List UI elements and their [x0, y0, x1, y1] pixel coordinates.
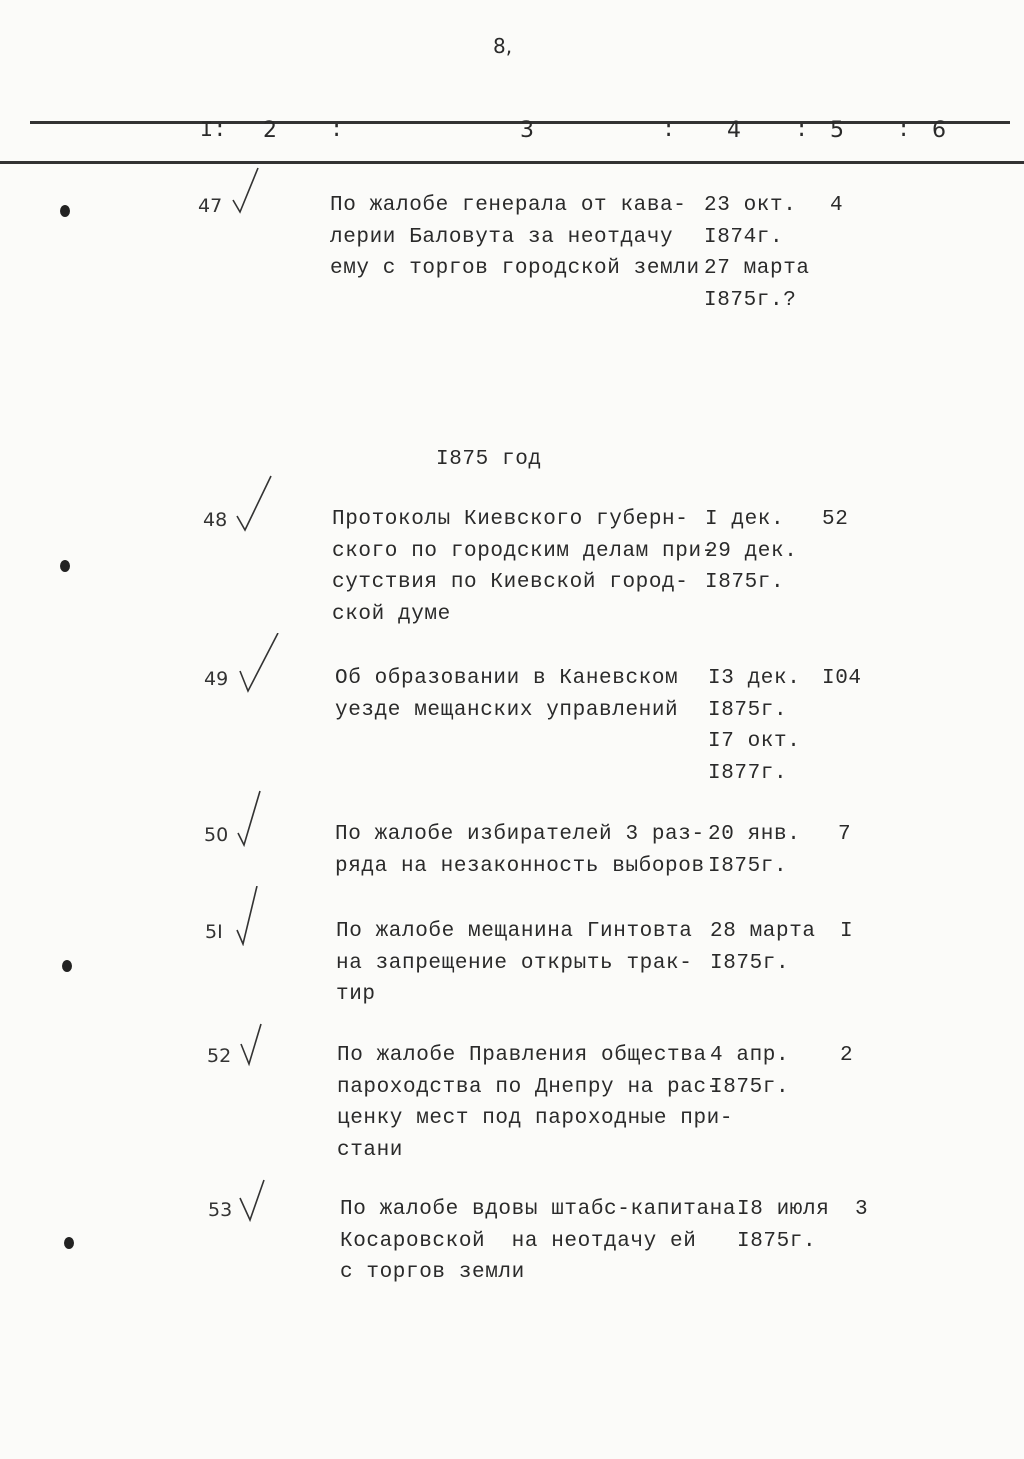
punch-hole-mark [64, 1237, 74, 1249]
date-line: 23 окт. [704, 194, 797, 217]
entry-description [336, 916, 692, 1011]
entry-dates [708, 663, 800, 789]
description-line: ской думе [332, 602, 451, 626]
description-line: По жалобе мещанина Гинтовта [336, 920, 693, 943]
entry-pages: 2 [840, 1044, 854, 1067]
date-line: 29 дек. [705, 539, 798, 563]
punch-hole-mark [60, 560, 70, 572]
entry-description [337, 1040, 733, 1166]
date-line: I875г. [705, 571, 785, 594]
entry-number: 47 [198, 195, 223, 217]
date-line: I875г. [710, 1075, 790, 1099]
entry-dates [710, 1040, 789, 1103]
entry-pages: 3 [855, 1198, 869, 1221]
description-line: лерии Баловута за неотдачу [330, 225, 674, 249]
entry-description [330, 190, 700, 285]
col-4: 4 [727, 118, 741, 143]
entry-description [335, 663, 678, 726]
entry-pages: I04 [822, 667, 862, 690]
description-line: с торгов земли [340, 1261, 525, 1284]
checkmark-icon [237, 1010, 287, 1070]
date-line: I3 дек. [708, 667, 801, 690]
date-line: 4 апр. [710, 1044, 790, 1067]
description-line: По жалобе избирателей 3 раз- [335, 823, 705, 846]
description-line: ценку мест под пароходные при- [337, 1107, 734, 1130]
entry-dates [710, 916, 816, 979]
entry-description [335, 819, 705, 882]
punch-hole-mark [60, 205, 70, 217]
date-line: 27 марта [704, 257, 810, 280]
description-line: ского по городским делам при- [332, 539, 715, 563]
date-line: I8 июля [737, 1198, 830, 1221]
date-line: I874г. [704, 225, 784, 249]
entry-number: 50 [204, 824, 229, 846]
description-line: По жалобе генерала от кава- [330, 194, 687, 217]
entry-description [340, 1194, 736, 1289]
col-3: 3 [520, 118, 534, 143]
col-6: 6 [932, 118, 946, 143]
description-line: Об образовании в Каневском [335, 667, 679, 690]
date-line: I875г.? [704, 288, 797, 312]
entry-dates [708, 819, 800, 882]
col-sep: : [330, 118, 344, 143]
description-line: Косаровской на неотдачу ей [340, 1229, 697, 1253]
description-line: ему с торгов городской земли [330, 257, 700, 280]
description-line: Протоколы Киевского губерн- [332, 508, 689, 531]
checkmark-icon [233, 474, 283, 534]
description-line: на запрещение открыть трак- [336, 951, 693, 975]
year-heading: I875 год [436, 448, 542, 471]
description-line: стани [337, 1138, 404, 1162]
entry-pages: 4 [830, 194, 844, 217]
entry-dates [705, 504, 797, 599]
entry-pages: 52 [822, 508, 849, 531]
entry-description [332, 504, 715, 630]
date-line: I дек. [705, 508, 785, 531]
entry-dates [704, 190, 810, 316]
checkmark-icon [234, 633, 284, 693]
entry-dates [737, 1194, 829, 1257]
date-line: I875г. [710, 951, 790, 975]
description-line: сутствия по Киевской город- [332, 571, 689, 594]
col-sep: : [897, 118, 911, 143]
date-line: I7 окт. [708, 730, 801, 753]
description-line: тир [336, 983, 376, 1006]
col-sep: : [662, 118, 676, 143]
date-line: I875г. [708, 854, 788, 878]
entry-pages: 7 [838, 823, 852, 846]
date-line: I875г. [708, 698, 788, 722]
entry-number: 48 [203, 509, 228, 531]
entry-number: 49 [204, 668, 229, 690]
checkmark-icon [228, 160, 278, 220]
entry-pages: I [840, 920, 854, 943]
col-sep: : [795, 118, 809, 143]
description-line: По жалобе вдовы штабс-капитана [340, 1198, 737, 1221]
entry-number: 52 [207, 1045, 232, 1067]
header-bottom-rule [0, 161, 1024, 164]
col-2: 2 [263, 118, 277, 143]
checkmark-icon [238, 1164, 288, 1224]
description-line: пароходства по Днепру на рас- [337, 1075, 720, 1099]
checkmark-icon [234, 789, 284, 849]
date-line: I875г. [737, 1229, 817, 1253]
date-line: 28 марта [710, 920, 816, 943]
date-line: I877г. [708, 761, 788, 785]
date-line: 20 янв. [708, 823, 801, 846]
col-1: I: [200, 118, 227, 143]
page-number: 8, [493, 34, 513, 58]
punch-hole-mark [62, 960, 72, 972]
description-line: уезде мещанских управлений [335, 698, 679, 722]
description-line: По жалобе Правления общества [337, 1044, 707, 1067]
col-5: 5 [830, 118, 844, 143]
checkmark-icon [235, 886, 285, 946]
description-line: ряда на незаконность выборов [335, 854, 705, 878]
entry-number: 53 [208, 1199, 233, 1221]
entry-number: 5I [205, 921, 223, 943]
